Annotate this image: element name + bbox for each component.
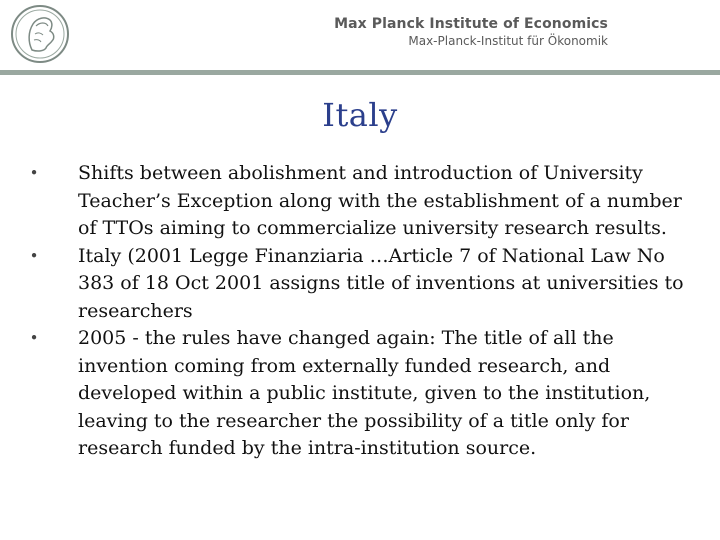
bullet-dot-icon: • (29, 246, 39, 265)
bullet-list (26, 160, 696, 463)
bullet-text: Shifts between abolishment and introduction of University Teacher’s Exception along with the establishment of a number of TTOs aiming to commercialize university research results. (78, 162, 682, 239)
header-divider (0, 70, 720, 75)
bullet-dot-icon: • (29, 329, 39, 347)
bullet-text: 2005 - the rules have changed again: The title of all the invention coming from externally funded research, and developed within a public institute, given to the institution, leaving to the researcher the possibility of a title only for research funded by the intra-institution source. (78, 327, 651, 459)
bullet-text: Italy (2001 Legge Finanziaria …Article 7 of National Law No 383 of 18 Oct 2001 assigns title of inventions at universities to researchers (78, 244, 684, 322)
slide-header (0, 0, 720, 72)
bullet-item (26, 325, 696, 463)
institute-name-block (334, 16, 608, 48)
bullet-item (26, 243, 696, 326)
minerva-seal-icon (10, 4, 70, 64)
slide-title: Italy (322, 96, 398, 134)
bullet-item (26, 160, 696, 243)
bullet-dot-icon: • (29, 164, 39, 182)
institute-name: Max Planck Institute of Economics (334, 16, 608, 32)
institute-name-german: Max-Planck-Institut für Ökonomik (408, 34, 608, 48)
